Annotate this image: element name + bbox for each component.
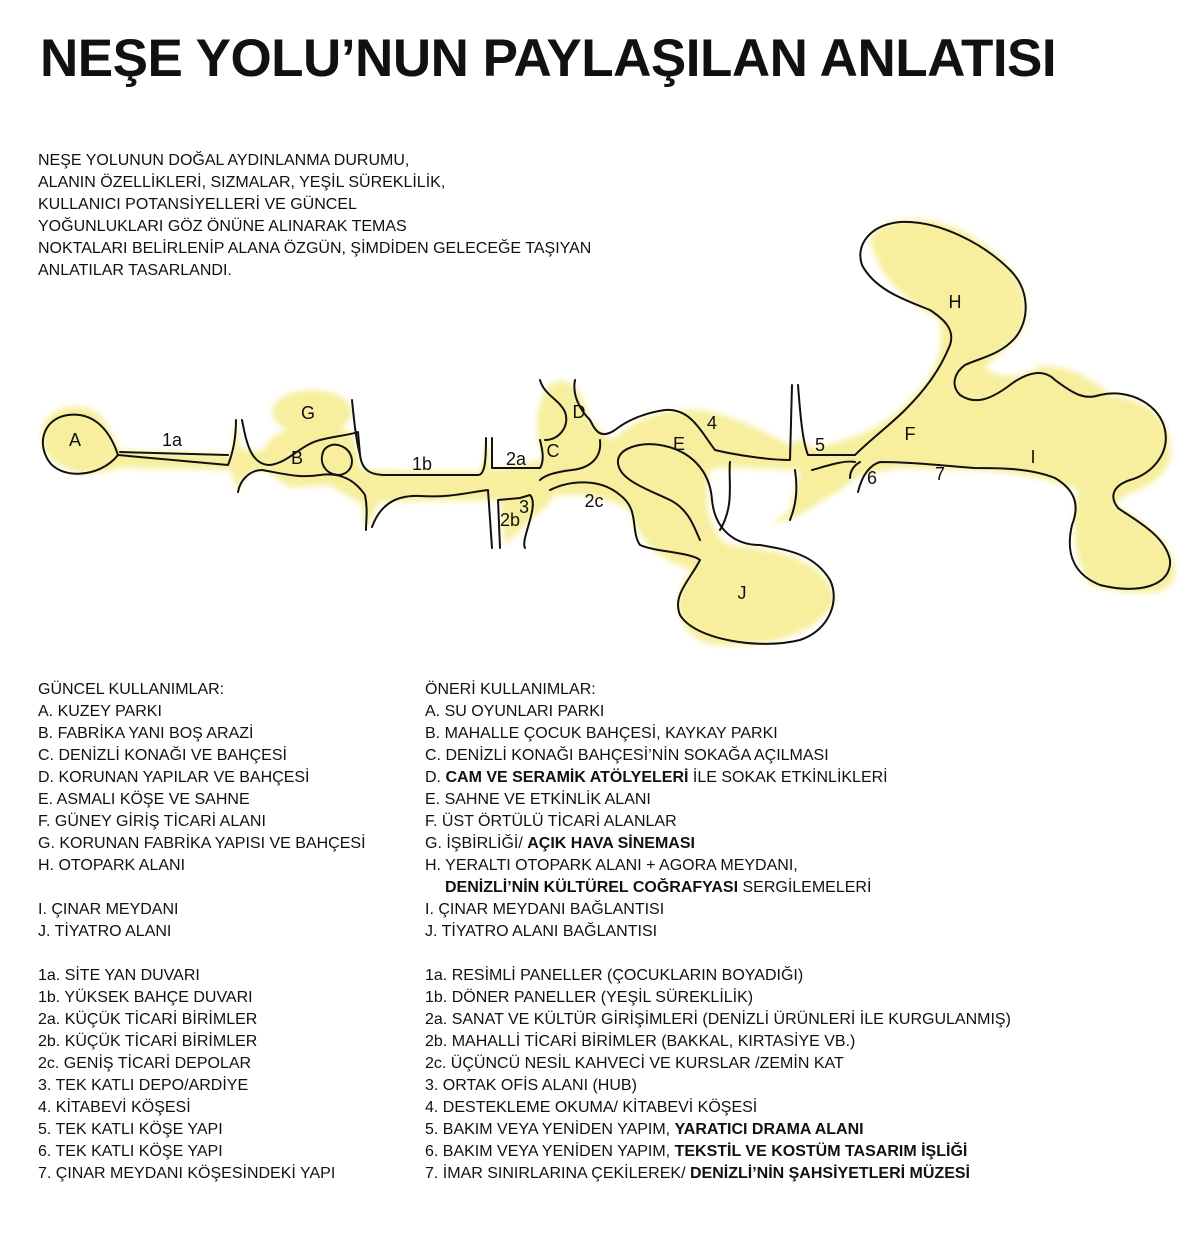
list-item: 6. TEK KATLI KÖŞE YAPI — [38, 1143, 223, 1160]
item-prefix: 5. BAKIM VEYA YENİDEN YAPIM, — [425, 1121, 675, 1138]
map-label-J: J — [737, 583, 747, 603]
item-emphasis: YARATICI DRAMA ALANI — [674, 1121, 864, 1138]
item-prefix: D. — [425, 769, 446, 786]
list-item: 1b. YÜKSEK BAHÇE DUVARI — [38, 989, 253, 1006]
item-prefix: G. İŞBİRLİĞİ/ — [425, 835, 528, 852]
map-label-H: H — [948, 292, 962, 312]
map-label-6: 6 — [866, 468, 878, 488]
map-label-A: A — [68, 430, 82, 450]
list-item: I. ÇINAR MEYDANI BAĞLANTISI — [425, 901, 665, 918]
item-prefix: 7. İMAR SINIRLARINA ÇEKİLEREK/ — [425, 1165, 690, 1182]
list-item — [425, 833, 1125, 855]
current-uses-list — [38, 679, 418, 1185]
site-map — [0, 200, 1200, 650]
current-uses-heading: GÜNCEL KULLANIMLAR: — [38, 681, 225, 698]
list-item: 3. TEK KATLI DEPO/ARDİYE — [38, 1077, 249, 1094]
list-item: 2c. ÜÇÜNCÜ NESİL KAHVECİ VE KURSLAR /ZEMİN KAT — [425, 1055, 844, 1072]
list-item: A. SU OYUNLARI PARKI — [425, 703, 605, 720]
item-suffix: İLE SOKAK ETKİNLİKLERİ — [688, 769, 888, 786]
intro-line: NOKTALARI BELİRLENİP ALANA ÖZGÜN, ŞİMDİDEN GELECEĞE TAŞIYAN — [38, 240, 592, 257]
list-item — [425, 767, 1125, 789]
list-item: 4. DESTEKLEME OKUMA/ KİTABEVİ KÖŞESİ — [425, 1099, 758, 1116]
intro-line: ALANIN ÖZELLİKLERİ, SIZMALAR, YEŞİL SÜREKLİLİK, — [38, 174, 446, 191]
map-label-G: G — [300, 403, 316, 423]
list-item: 4. KİTABEVİ KÖŞESİ — [38, 1099, 191, 1116]
map-label-5: 5 — [814, 435, 826, 455]
list-item: J. TİYATRO ALANI — [38, 923, 172, 940]
map-label-1a: 1a — [161, 430, 183, 450]
item-prefix: 6. BAKIM VEYA YENİDEN YAPIM, — [425, 1143, 675, 1160]
map-label-I: I — [1030, 447, 1036, 467]
map-label-4: 4 — [706, 413, 718, 433]
list-item: 1a. SİTE YAN DUVARI — [38, 967, 200, 984]
map-label-7: 7 — [934, 464, 946, 484]
proposed-uses-list — [425, 679, 1125, 1185]
list-item: 7. ÇINAR MEYDANI KÖŞESİNDEKİ YAPI — [38, 1165, 336, 1182]
spacer — [38, 877, 418, 899]
list-item: I. ÇINAR MEYDANI — [38, 901, 179, 918]
list-item: B. FABRİKA YANI BOŞ ARAZİ — [38, 725, 254, 742]
list-item: 2b. MAHALLİ TİCARİ BİRİMLER (BAKKAL, KIRTASİYE VB.) — [425, 1033, 856, 1050]
list-item — [425, 1141, 1125, 1163]
intro-line: ANLATILAR TASARLANDI. — [38, 262, 232, 279]
intro-line: KULLANICI POTANSİYELLERİ VE GÜNCEL — [38, 196, 357, 213]
list-item: 2b. KÜÇÜK TİCARİ BİRİMLER — [38, 1033, 258, 1050]
item-emphasis: TEKSTİL VE KOSTÜM TASARIM İŞLİĞİ — [674, 1143, 968, 1160]
intro-line: YOĞUNLUKLARI GÖZ ÖNÜNE ALINARAK TEMAS — [38, 218, 407, 235]
list-item: H. OTOPARK ALANI — [38, 857, 186, 874]
map-label-3: 3 — [518, 497, 530, 517]
list-item: C. DENİZLİ KONAĞI VE BAHÇESİ — [38, 747, 287, 764]
list-item — [425, 877, 1125, 899]
list-item: 2c. GENİŞ TİCARİ DEPOLAR — [38, 1055, 252, 1072]
list-item: 2a. SANAT VE KÜLTÜR GİRİŞİMLERİ (DENİZLİ ÜRÜNLERİ İLE KURGULANMIŞ) — [425, 1011, 1011, 1028]
list-item: E. SAHNE VE ETKİNLİK ALANI — [425, 791, 651, 808]
intro-line: NEŞE YOLUNUN DOĞAL AYDINLANMA DURUMU, — [38, 152, 410, 169]
list-item: C. DENİZLİ KONAĞI BAHÇESİ’NİN SOKAĞA AÇILMASI — [425, 747, 829, 764]
list-item — [425, 1163, 1125, 1185]
list-item: F. ÜST ÖRTÜLÜ TİCARİ ALANLAR — [425, 813, 677, 830]
map-label-D: D — [572, 402, 586, 422]
list-item: J. TİYATRO ALANI BAĞLANTISI — [425, 923, 658, 940]
list-item: A. KUZEY PARKI — [38, 703, 162, 720]
list-item: D. KORUNAN YAPILAR VE BAHÇESİ — [38, 769, 310, 786]
list-item: 1a. RESİMLİ PANELLER (ÇOCUKLARIN BOYADIĞI) — [425, 967, 804, 984]
list-item: B. MAHALLE ÇOCUK BAHÇESİ, KAYKAY PARKI — [425, 725, 778, 742]
map-label-1b: 1b — [411, 454, 433, 474]
map-label-C: C — [546, 441, 560, 461]
item-emphasis: CAM VE SERAMİK ATÖLYELERİ — [445, 769, 689, 786]
list-item: H. YERALTI OTOPARK ALANI + AGORA MEYDANI, — [425, 857, 798, 874]
page-title: NEŞE YOLU’NUN PAYLAŞILAN ANLATISI — [40, 29, 1057, 88]
map-label-F: F — [904, 424, 916, 444]
list-item: 3. ORTAK OFİS ALANI (HUB) — [425, 1077, 637, 1094]
spacer — [38, 943, 418, 965]
map-label-2b: 2b — [499, 510, 521, 530]
list-item: G. KORUNAN FABRİKA YAPISI VE BAHÇESİ — [38, 835, 366, 852]
list-item — [425, 1119, 1125, 1141]
list-item: 2a. KÜÇÜK TİCARİ BİRİMLER — [38, 1011, 258, 1028]
map-label-2c: 2c — [584, 491, 604, 511]
map-label-2a: 2a — [505, 449, 527, 469]
item-emphasis: AÇIK HAVA SİNEMASI — [527, 835, 695, 852]
list-item: 1b. DÖNER PANELLER (YEŞİL SÜREKLİLİK) — [425, 989, 754, 1006]
item-emphasis: DENİZLİ’NİN KÜLTÜREL COĞRAFYASI — [445, 879, 739, 896]
spacer — [425, 943, 1125, 965]
list-item: 5. TEK KATLI KÖŞE YAPI — [38, 1121, 223, 1138]
map-label-B: B — [290, 448, 304, 468]
proposed-uses-heading: ÖNERİ KULLANIMLAR: — [425, 681, 596, 698]
item-emphasis: DENİZLİ’NİN ŞAHSİYETLERİ MÜZESİ — [689, 1165, 970, 1182]
map-label-E: E — [672, 434, 686, 454]
list-item: E. ASMALI KÖŞE VE SAHNE — [38, 791, 250, 808]
list-item: F. GÜNEY GİRİŞ TİCARİ ALANI — [38, 813, 266, 830]
item-suffix: SERGİLEMELERİ — [738, 879, 872, 896]
